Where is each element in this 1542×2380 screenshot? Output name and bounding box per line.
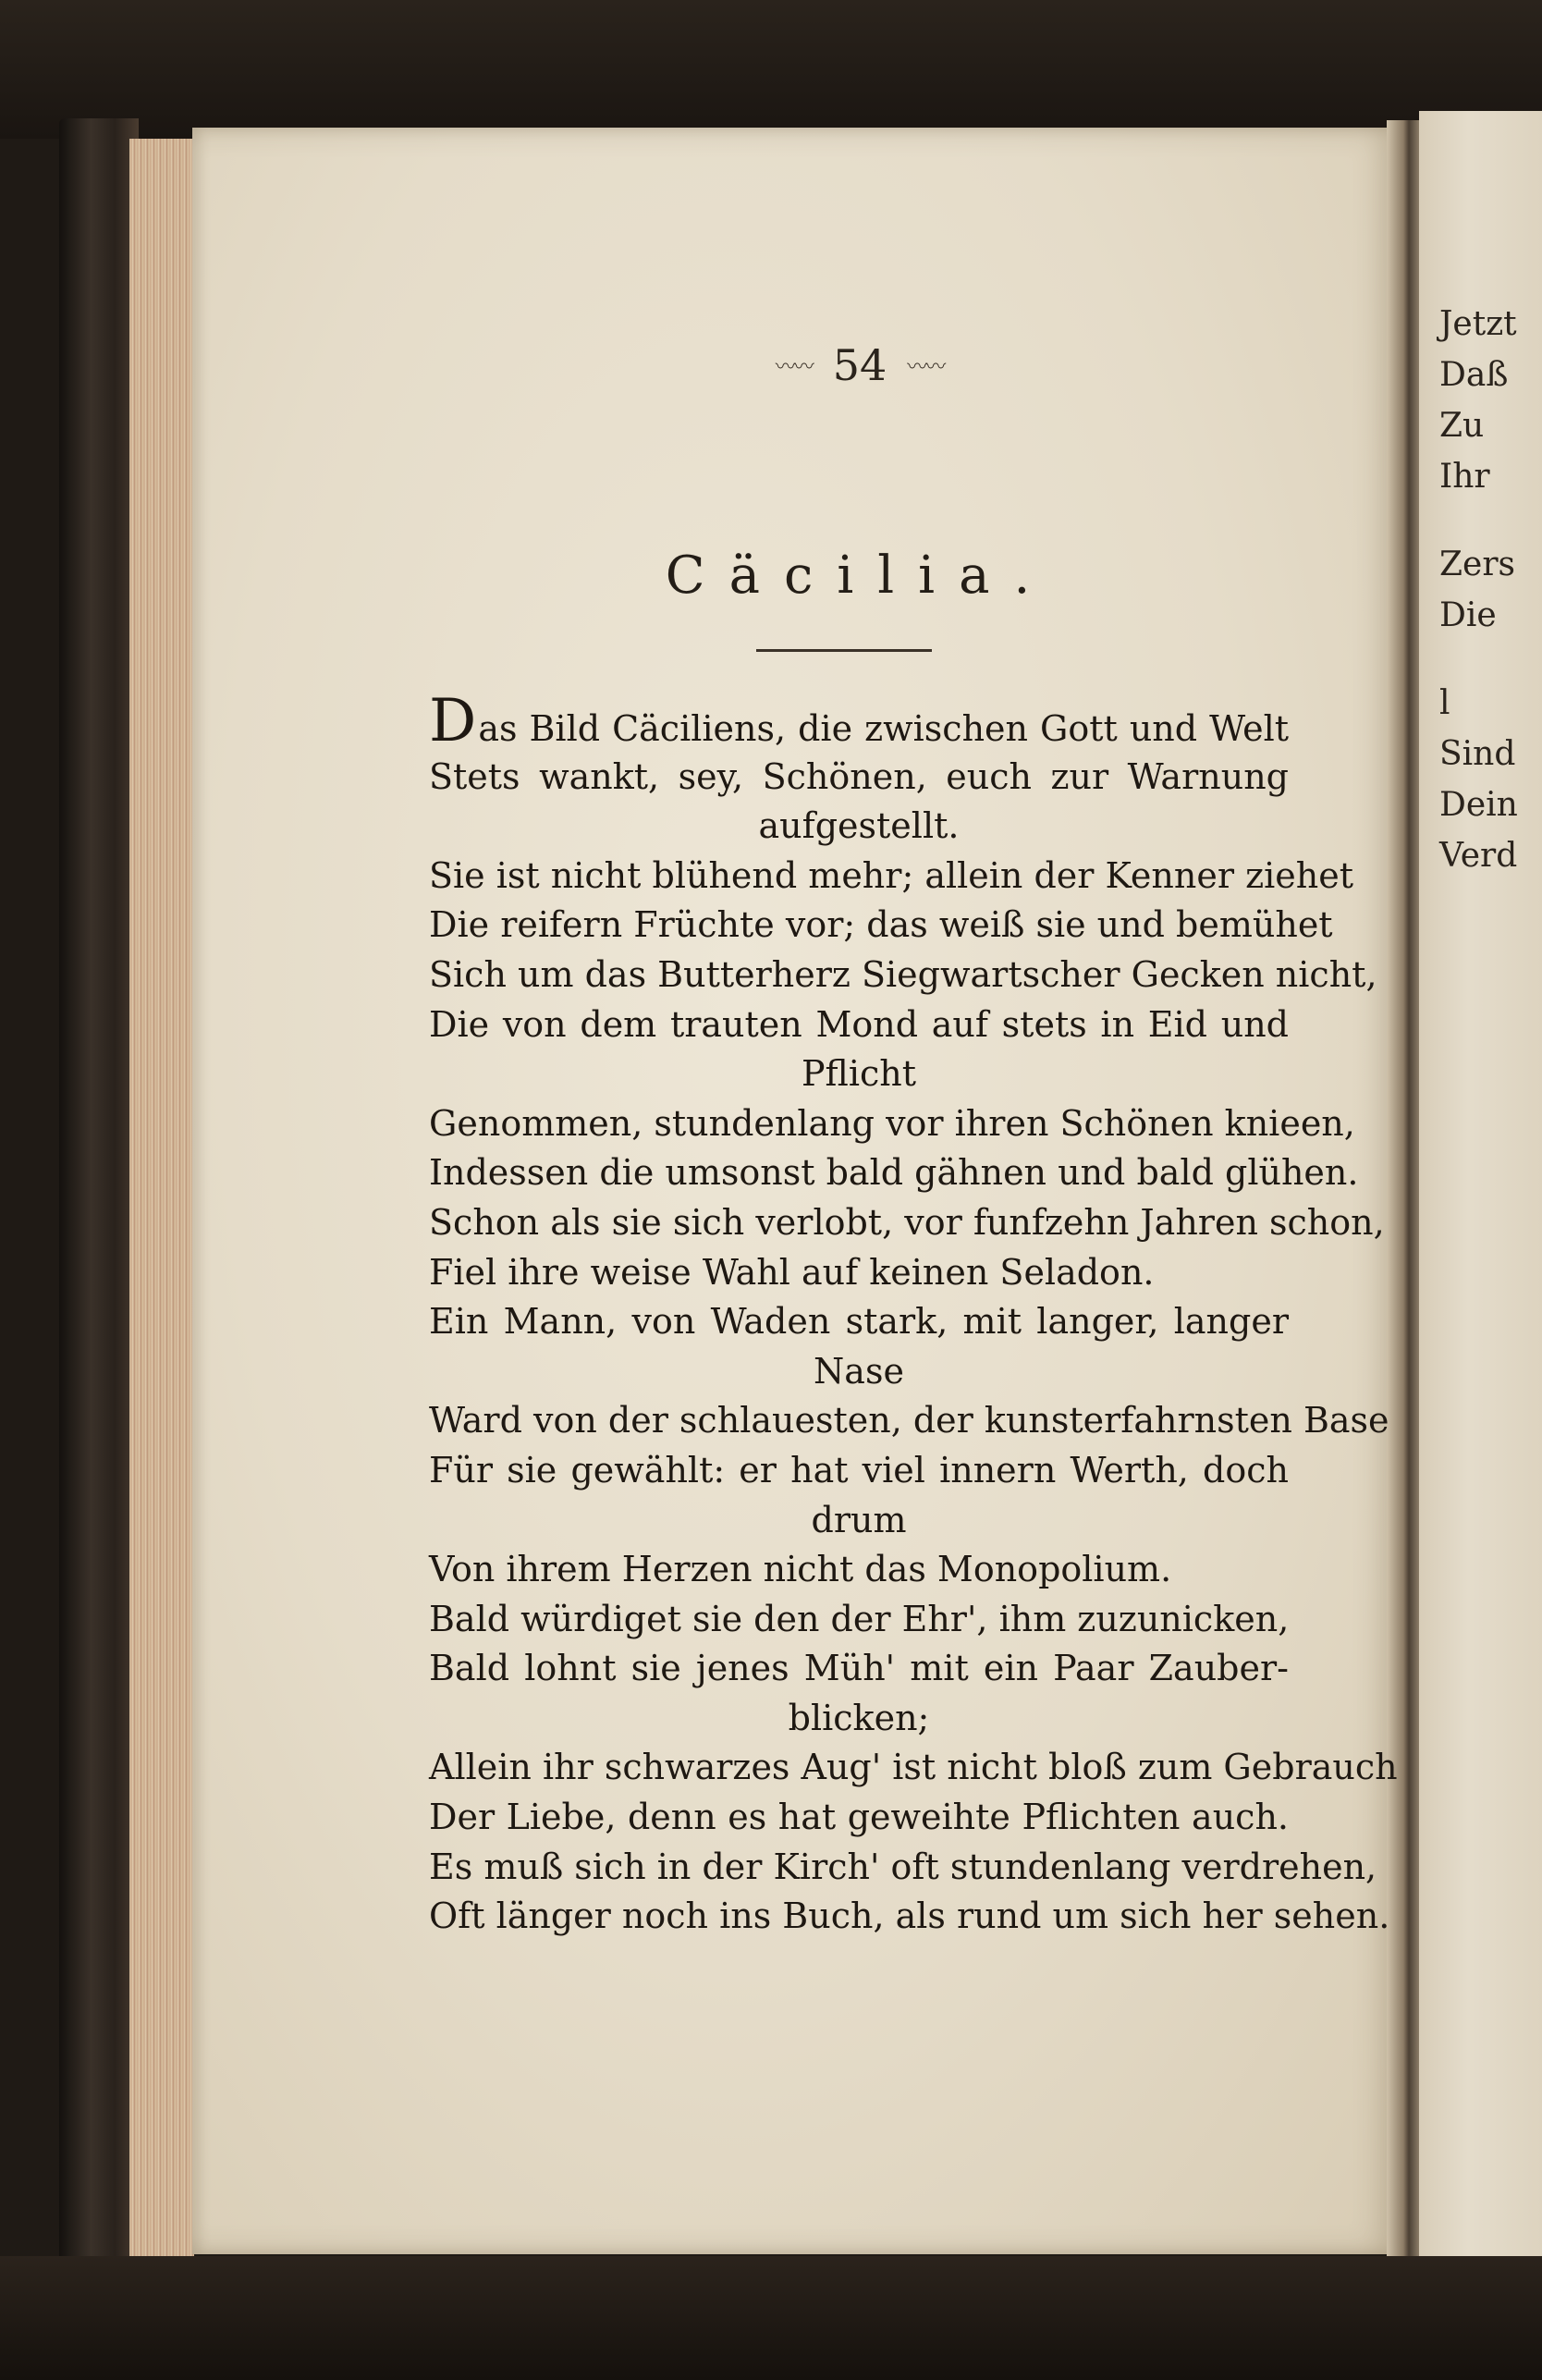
poem-line-text: Oft länger noch ins Buch, als rund um sich her sehen. [429,1895,1390,1937]
page-header [703,333,1017,398]
header-ornament-left: 〰〰 [775,355,813,379]
poem-line [429,1049,1289,1099]
right-page-fragment: l [1439,684,1450,722]
poem-line [429,1644,1289,1694]
poem-line [429,1396,1389,1446]
poem-line [429,1743,1398,1793]
poem-line-text: Die reifern Früchte vor; das weiß sie und bemühet [429,904,1333,946]
header-ornament-right: 〰〰 [907,355,945,379]
poem-line-text: Nase [814,1350,904,1392]
poem-line [429,901,1333,951]
poem-line [429,1793,1289,1843]
right-page-fragment: Zers [1439,546,1516,583]
title-rule [756,649,932,652]
poem-line-text: blicken; [788,1697,930,1738]
poem-line [429,802,1289,852]
page-edges [129,139,194,2256]
poem-line [429,1545,1289,1595]
poem-line-text: Pflicht [801,1053,917,1095]
right-page-fragment: Ihr [1439,458,1490,496]
poem-line [429,1000,1289,1050]
poem-title: Cäcilia. [665,546,1055,606]
poem-line-text: Sich um das Butterherz Siegwartscher Gecken nicht, [429,953,1377,995]
poem-line [429,1347,1289,1397]
right-page-fragment: Jetzt [1439,305,1517,343]
right-page-fragment: Sind [1439,735,1516,773]
book-cover-edge [59,118,139,2263]
poem-line [429,753,1289,803]
poem-line-text: Sie ist nicht blühend mehr; allein der Kenner ziehet [429,854,1353,896]
background-top [0,0,1542,139]
right-page-fragment: Die [1439,596,1497,634]
poem-line-text: Für sie gewählt: er hat viel innern Werth, doch [429,1449,1289,1491]
poem-line [429,852,1353,902]
poem-line-text: Fiel ihre weise Wahl auf keinen Seladon. [429,1251,1155,1293]
poem-line-text: Von ihrem Herzen nicht das Monopolium. [429,1549,1172,1590]
poem-line [429,1099,1355,1149]
poem-line [429,1297,1289,1347]
poem-line-text: Ein Mann, von Waden stark, mit langer, langer [429,1301,1289,1343]
poem-line-text: Indessen die umsonst bald gähnen und bald glühen. [429,1152,1359,1194]
poem-line-text: Stets wankt, sey, Schönen, euch zur Warnung [429,755,1289,797]
poem-line-text: Bald würdiget sie den der Ehr', ihm zuzunicken, [429,1598,1290,1639]
poem-line [429,1843,1377,1893]
poem-line-text: drum [811,1499,907,1540]
right-page-fragment: Dein [1439,786,1518,824]
right-page-fragment: Verd [1439,837,1518,875]
poem-line-text: as Bild Cäciliens, die zwischen Gott und Welt [478,708,1289,749]
page-number: 54 [832,340,887,390]
poem-line-text: Schon als sie sich verlobt, vor funfzehn Jahren schon, [429,1201,1385,1243]
poem-line-text: Allein ihr schwarzes Aug' ist nicht bloß zum Gebrauch [429,1747,1398,1788]
poem-line [429,1595,1289,1645]
poem-body [429,687,1398,1942]
drop-cap: D [429,687,477,755]
poem-line-text: Die von dem trauten Mond auf stets in Eid und [429,1003,1289,1045]
poem-line-text: Bald lohnt sie jenes Müh' mit ein Paar Zauber- [429,1648,1289,1689]
poem-line [429,1496,1289,1546]
poem-line [429,1446,1289,1496]
poem-line-text: aufgestellt. [758,805,960,847]
poem-line [429,1248,1289,1298]
background-bottom [0,2256,1542,2380]
poem-line [429,1198,1385,1248]
poem-line-text: Genommen, stundenlang vor ihren Schönen knieen, [429,1102,1355,1144]
poem-line [429,1892,1390,1942]
poem-line-text: Es muß sich in der Kirch' oft stundenlang verdrehen, [429,1846,1377,1887]
right-page [1419,111,1542,2275]
poem-line-text: Ward von der schlauesten, der kunsterfahrnsten Base [429,1400,1389,1441]
poem-line [429,1148,1359,1198]
right-page-fragment: Daß [1439,356,1509,394]
poem-line [429,1694,1289,1744]
poem-line-text: Der Liebe, denn es hat geweihte Pflichten auch. [429,1797,1289,1838]
poem-line [429,951,1377,1000]
book-gutter [1387,120,1424,2265]
poem-line [429,687,1289,755]
right-page-fragment: Zu [1439,407,1485,445]
